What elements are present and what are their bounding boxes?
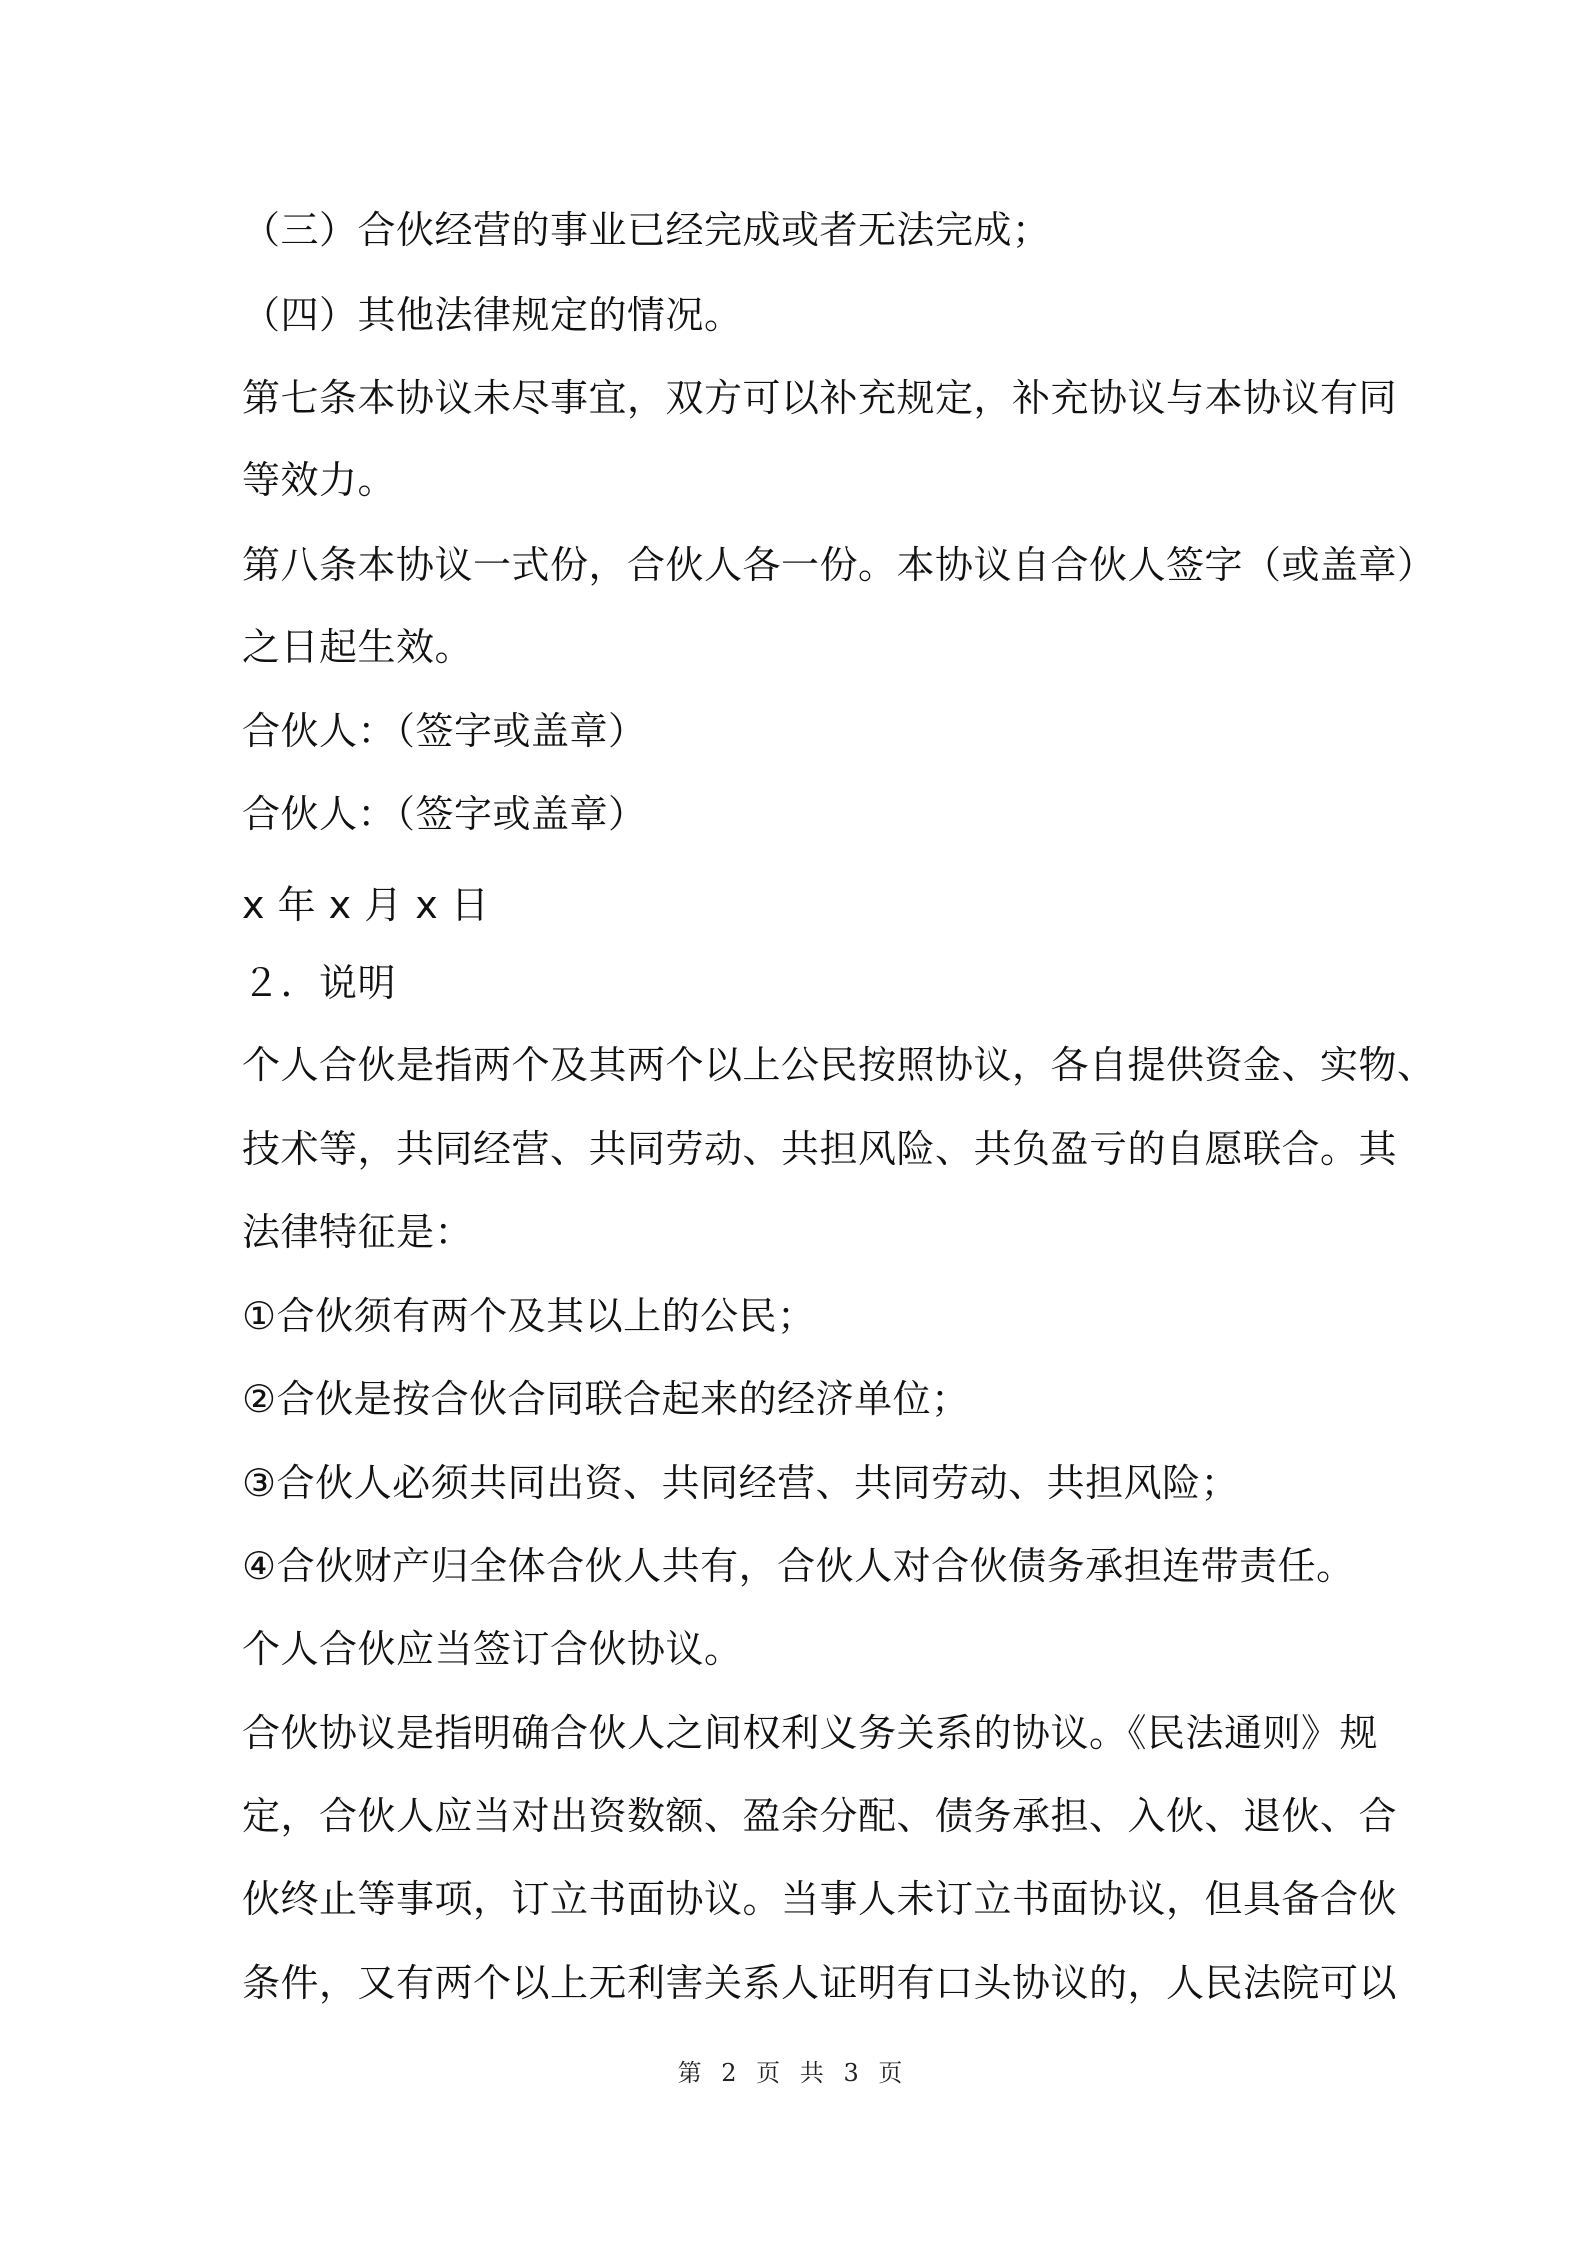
page-number-footer: 第 2 页 共 3 页 bbox=[677, 2059, 909, 2087]
text-line: 第七条本协议未尽事宜，双方可以补充规定，补充协议与本协议有同 bbox=[242, 376, 1398, 420]
text-line: 个人合伙应当签订合伙协议。 bbox=[242, 1627, 743, 1671]
list-item: ①合伙须有两个及其以上的公民； bbox=[242, 1294, 816, 1338]
text-line: 技术等，共同经营、共同劳动、共担风险、共负盈亏的自愿联合。其 bbox=[242, 1127, 1398, 1171]
list-item: ②合伙是按合伙合同联合起来的经济单位； bbox=[242, 1377, 970, 1421]
text-line: 伙终止等事项，订立书面协议。当事人未订立书面协议，但具备合伙 bbox=[242, 1877, 1398, 1921]
text-line: 等效力。 bbox=[242, 458, 397, 502]
text-line: 定，合伙人应当对出资数额、盈余分配、债务承担、入伙、退伙、合 bbox=[242, 1794, 1398, 1838]
text-line: （四）其他法律规定的情况。 bbox=[242, 293, 743, 337]
text-line: 个人合伙是指两个及其两个以上公民按照协议，各自提供资金、实物、 bbox=[242, 1043, 1436, 1087]
text-line: （三）合伙经营的事业已经完成或者无法完成； bbox=[242, 208, 1051, 252]
signature-line: 合伙人：（签字或盖章） bbox=[242, 709, 647, 753]
text-line: 之日起生效。 bbox=[242, 625, 474, 669]
text-line: 合伙协议是指明确合伙人之间权利义务关系的协议。《民法通则》规 bbox=[242, 1711, 1379, 1755]
date-line: x 年 x 月 x 日 bbox=[242, 883, 490, 927]
list-item: ③合伙人必须共同出资、共同经营、共同劳动、共担风险； bbox=[242, 1461, 1240, 1505]
text-line: 条件，又有两个以上无利害关系人证明有口头协议的，人民法院可以 bbox=[242, 1961, 1398, 2005]
signature-line: 合伙人：（签字或盖章） bbox=[242, 792, 647, 836]
text-line: 法律特征是： bbox=[242, 1210, 474, 1254]
list-item: ④合伙财产归全体合伙人共有，合伙人对合伙债务承担连带责任。 bbox=[242, 1544, 1355, 1588]
text-line: 第八条本协议一式份，合伙人各一份。本协议自合伙人签字（或盖章） bbox=[242, 543, 1436, 587]
section-heading: ２．说明 bbox=[242, 961, 397, 1005]
